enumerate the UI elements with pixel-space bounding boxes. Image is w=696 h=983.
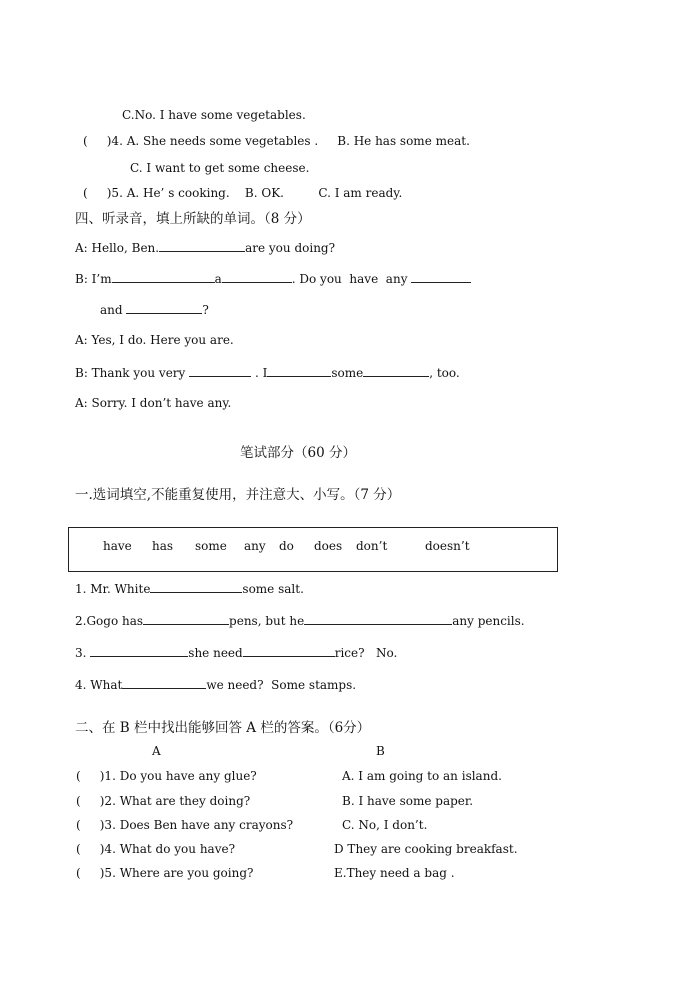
q4-option-c: C. I want to get some cheese. [130,161,310,175]
match-question-3: ( )3. Does Ben have any crayons? [76,818,294,832]
blank-line[interactable] [159,240,245,252]
question-text: any pencils. [452,614,525,628]
word-bank-item: some [195,539,227,553]
dialog-line-1 [75,240,335,255]
dialog-text: . I [251,366,268,380]
question-text: rice? No. [334,646,398,660]
dialog-text: , too. [429,366,460,380]
blank-line[interactable] [122,677,206,689]
q3-option-c: C.No. I have some vegetables. [122,108,306,122]
word-bank-item: do [279,539,294,553]
blank-line[interactable] [243,645,335,657]
section-two-title: 二、在 B 栏中找出能够回答 A 栏的答案。（6分） [75,720,371,736]
question-text: pens, but he [229,614,305,628]
dialog-text: and [100,303,123,317]
question-text: 2.Gogo has [75,614,144,628]
blank-line[interactable] [304,613,452,625]
word-bank-item: have [103,539,132,553]
question-text: she need [188,646,243,660]
match-question-2: ( )2. What are they doing? [76,794,251,808]
fill-question-3 [75,645,397,660]
dialog-line-2 [75,271,471,286]
match-answer-c: C. No, I don’t. [342,818,428,832]
blank-line[interactable] [222,271,292,283]
question-text: 3. [75,646,87,660]
dialog-text: a [214,272,222,286]
match-answer-e: E.They need a bag . [334,866,455,880]
word-bank-box [68,527,558,572]
dialog-text: A: Hello, Ben. [75,241,160,255]
word-bank-item: doesn’t [425,539,470,553]
dialog-line-3 [100,302,209,317]
blank-line[interactable] [363,365,429,377]
question-text: 1. Mr. White [75,582,151,596]
question-text: 4. What [75,678,123,692]
match-answer-d: D They are cooking breakfast. [334,842,518,856]
blank-line[interactable] [267,365,331,377]
match-question-1: ( )1. Do you have any glue? [76,769,257,783]
written-part-title: 笔试部分（60 分） [240,445,356,461]
blank-line[interactable] [411,271,471,283]
dialog-text: . Do you have any [291,272,408,286]
dialog-text: ? [202,303,209,317]
fill-question-2 [75,613,525,628]
section4-title: 四、听录音，填上所缺的单词。（8 分） [75,211,311,227]
fill-question-4 [75,677,356,692]
column-a-header: A [152,744,161,758]
match-question-4: ( )4. What do you have? [76,842,236,856]
word-bank-item: don’t [356,539,388,553]
question-text: some salt. [242,582,304,596]
column-b-header: B [376,744,385,758]
blank-line[interactable] [189,365,251,377]
match-question-5: ( )5. Where are you going? [76,866,254,880]
dialog-text: some [331,366,364,380]
q5-line: ( )5. A. He’ s cooking. B. OK. C. I am ready. [83,186,403,200]
blank-line[interactable] [143,613,229,625]
dialog-line-6: A: Sorry. I don’t have any. [75,396,232,410]
question-text: we need? Some stamps. [206,678,357,692]
dialog-line-5 [75,365,460,380]
dialog-text: B: I’m [75,272,112,286]
blank-line[interactable] [150,581,242,593]
fill-question-1 [75,581,304,596]
match-answer-a: A. I am going to an island. [342,769,502,783]
blank-line[interactable] [90,645,188,657]
blank-line[interactable] [112,271,215,283]
blank-line[interactable] [126,302,202,314]
match-answer-b: B. I have some paper. [342,794,474,808]
dialog-text: are you doing? [245,241,336,255]
dialog-text: B: Thank you very [75,366,186,380]
word-bank-item: any [244,539,266,553]
q4-line: ( )4. A. She needs some vegetables . B. He has some meat. [83,134,470,148]
word-bank-item: has [152,539,174,553]
dialog-line-4: A: Yes, I do. Here you are. [75,333,234,347]
section-one-title: 一.选词填空,不能重复使用，并注意大、小写。（7 分） [75,487,401,503]
word-bank-item: does [314,539,343,553]
